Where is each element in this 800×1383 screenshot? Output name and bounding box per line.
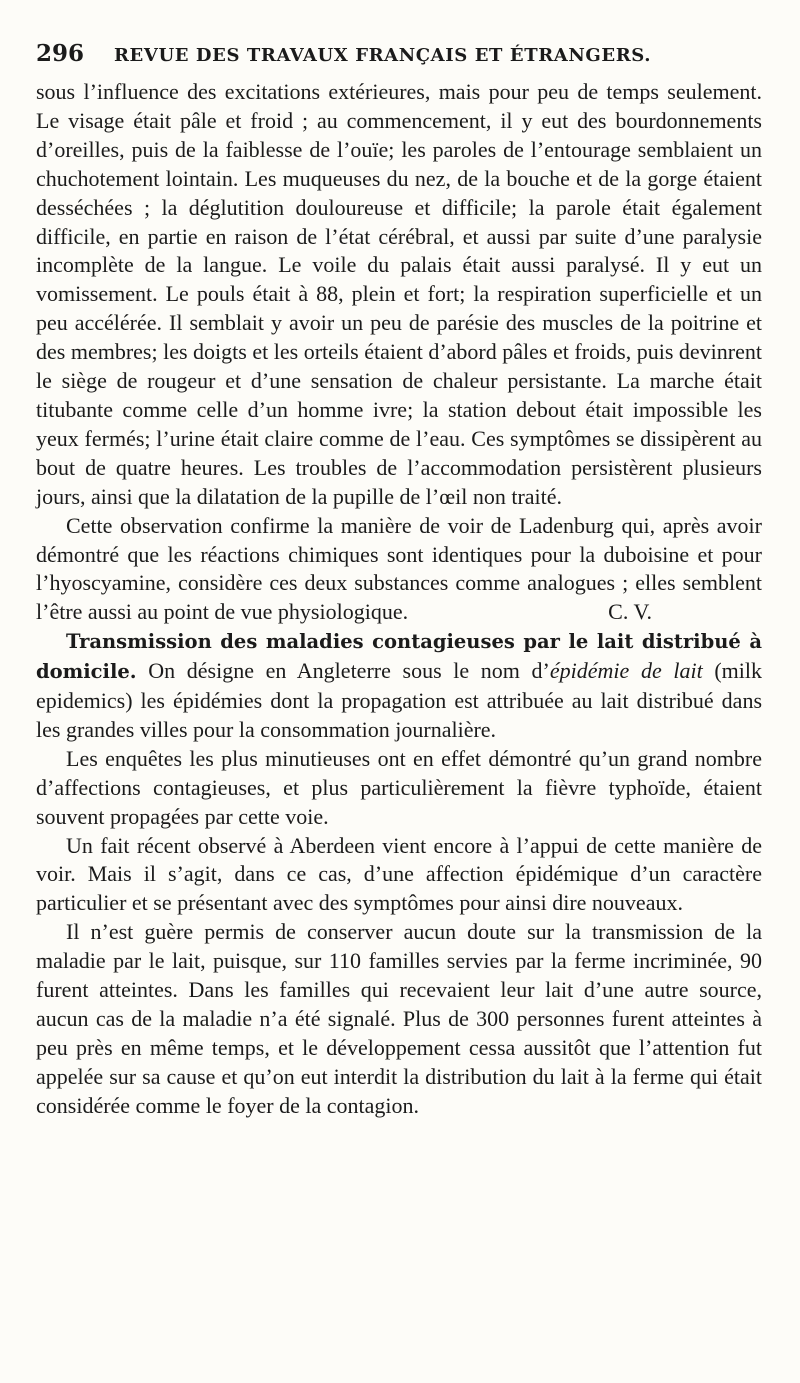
paragraph-3-text-b: (milk epidemics) les épidémies dont la propagation est attribuée au lait distribué dans les grandes villes pour la consommation journalière.	[36, 658, 763, 742]
paragraph-2-text: Cette observation confirme la manière de voir de Ladenburg qui, après avoir démontré que les réactions chimiques sont identiques pour la duboisine et pour l’hyoscyamine, considère ces deux substances comme analogues ; elles semblent l’être aussi au point de vue physiologique.	[36, 512, 762, 625]
paragraph-2	[36, 512, 762, 628]
italic-term: épidémie de lait	[549, 658, 703, 684]
paragraph-4: Les enquêtes les plus minutieuses ont en effet démontré qu’un grand nombre d’affections contagieuses, et plus particulièrement la fièvre typhoïde, étaient souvent propagées par cette voie.	[36, 745, 762, 829]
running-header	[36, 40, 762, 78]
paragraph-5: Un fait récent observé à Aberdeen vient encore à l’appui de cette manière de voir. Mais il s’agit, dans ce cas, d’une affection épidémique d’un caractère particulier et se présentant avec des symptômes pour ainsi dire nouveaux.	[36, 832, 762, 916]
paragraph-6: Il n’est guère permis de conserver aucun doute sur la transmission de la maladie par le lait, puisque, sur 110 familles servies par la ferme incriminée, 90 furent atteintes. Dans les familles qui recevaient leur lait d’une autre source, aucun cas de la maladie n’a été signalé. Plus de 300 personnes furent atteintes à peu près en même temps, et le développement cessa aussitôt que l’attention fut appelée sur sa cause et qu’on eut interdit la distribution du lait à la ferme qui était considérée comme le foyer de la contagion.	[36, 919, 762, 1118]
paragraph-3	[36, 627, 762, 745]
section-title: Transmission des maladies contagieuses par le lait distribué à domicile.	[36, 630, 762, 684]
page-number: 296	[36, 40, 85, 67]
author-signature: C. V.	[608, 599, 652, 625]
paragraph-1: sous l’influence des excitations extérieures, mais pour peu de temps seulement. Le visage était pâle et froid ; au commencement, il y eut des bourdonnements d’oreilles, puis de la faiblesse de l’ouïe; les paroles de l’entourage semblaient un chuchotement lointain. Les muqueuses du nez, de la bouche et de la gorge étaient desséchées ; la déglutition douloureuse et difficile; la parole était également difficile, en partie en raison de l’état cérébral, et aussi par suite d’une paralysie incomplète de la langue. Le voile du palais était aussi paralysé. Il y eut un vomissement. Le pouls était à 88, plein et fort; la respiration superficielle et un peu accélérée. Il semblait y avoir un peu de parésie des muscles de la poitrine et des membres; les doigts et les orteils étaient d’abord pâles et froids, puis devinrent le siège de rougeur et d’une sensation de chaleur persistante. La marche était titubante comme celle d’un homme ivre; la station debout était impossible les yeux fermés; l’urine était claire comme de l’eau. Ces symptômes se dissipèrent au bout de quatre heures. Les troubles de l’accommodation persistèrent plusieurs jours, ainsi que la dilatation de la pupille de l’œil non traité.	[36, 79, 762, 509]
running-title: REVUE DES TRAVAUX FRANÇAIS ET ÉTRANGERS.	[114, 45, 652, 66]
paragraph-3-text-a: On désigne en Angleterre sous le nom d’	[136, 658, 550, 684]
